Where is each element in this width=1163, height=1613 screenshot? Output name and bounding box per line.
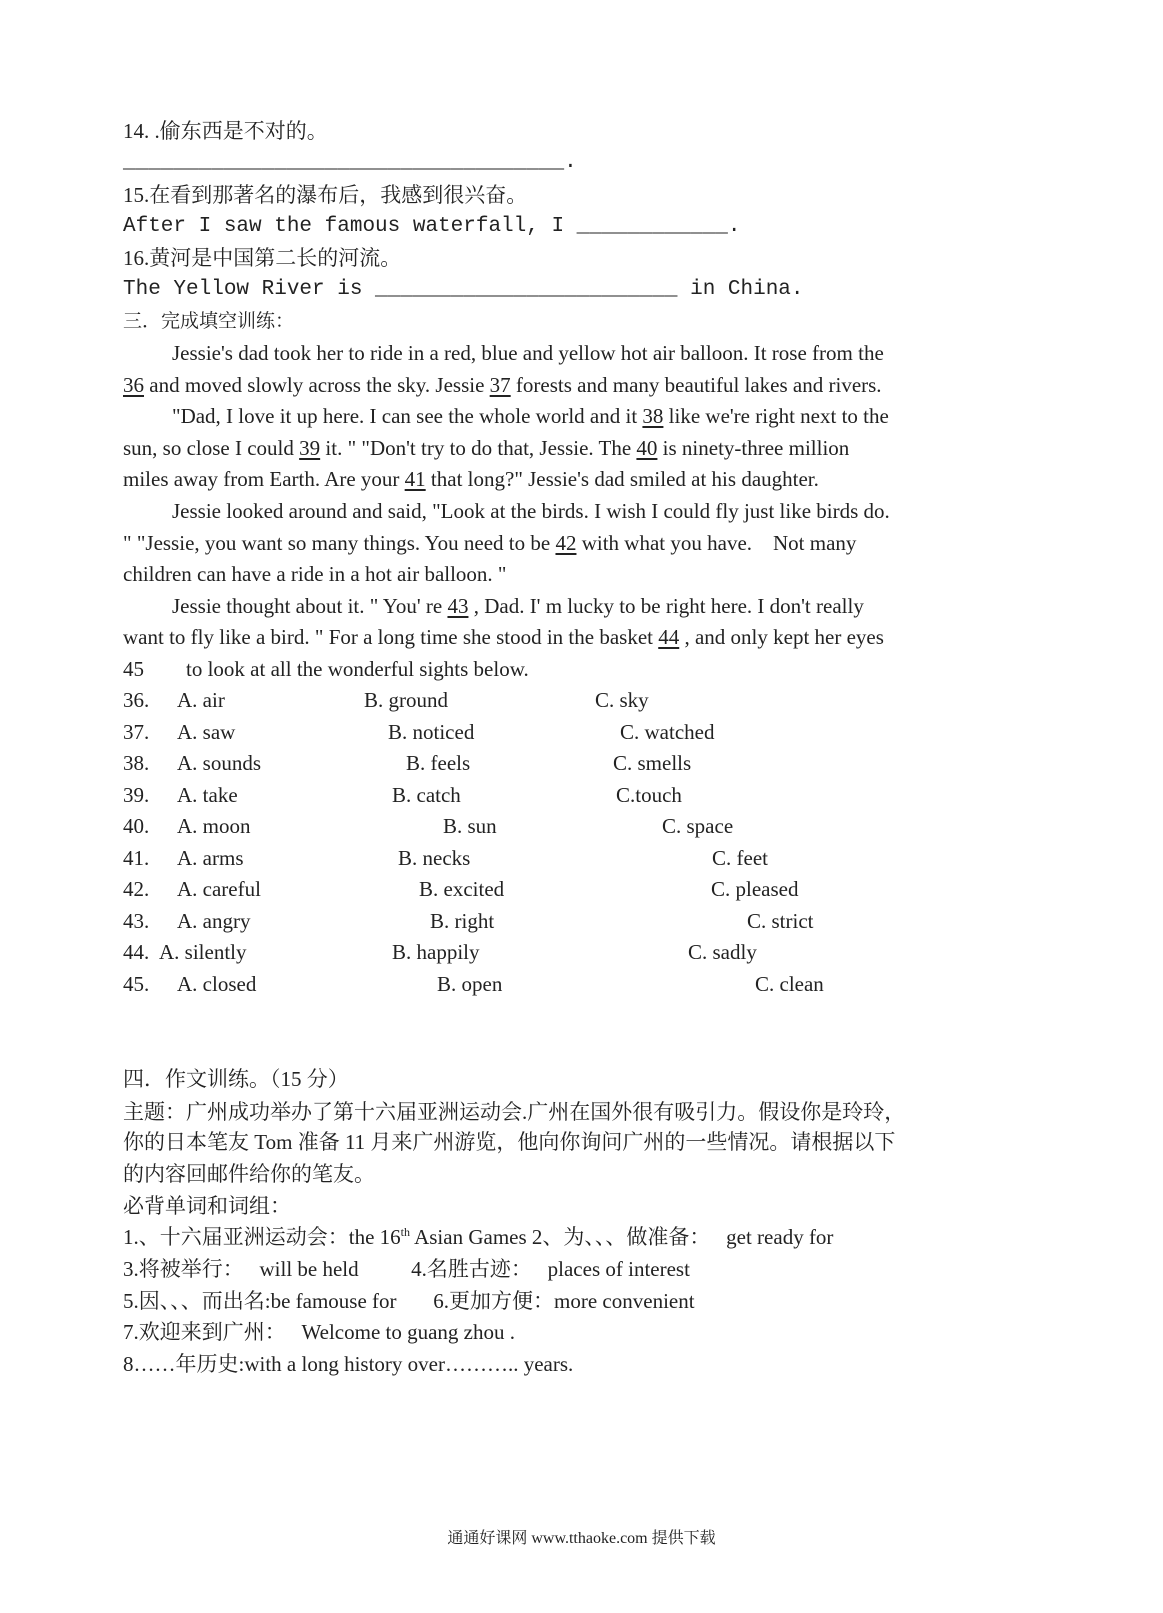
cloze-text: forests and many beautiful lakes and rivers.: [510, 373, 882, 397]
cloze-text: miles away from Earth. Are your: [123, 467, 405, 491]
option-row: [123, 874, 799, 904]
option-a: A. arms: [177, 846, 244, 870]
option-c: C. sky: [595, 688, 649, 712]
option-c: C. pleased: [711, 877, 799, 901]
cloze-paragraph-line: [123, 433, 849, 463]
option-c: C. watched: [620, 720, 715, 744]
vocab-line: 7.欢迎来到广州： Welcome to guang zhou .: [123, 1320, 515, 1344]
option-c: C. strict: [747, 909, 814, 933]
option-b: B. noticed: [388, 720, 475, 744]
cloze-text: and moved slowly across the sky. Jessie: [144, 373, 490, 397]
vocab-heading: 必背单词和词组：: [123, 1194, 291, 1218]
vocab-line: [123, 1222, 833, 1252]
option-a: A. sounds: [177, 751, 262, 775]
q14-chinese: 14. .偷东西是不对的。: [123, 119, 328, 143]
option-b: B. catch: [392, 783, 461, 807]
blank-41: 41: [404, 467, 426, 491]
option-a: A. take: [177, 783, 238, 807]
q14-answer-blank: ___________________________________.: [123, 151, 577, 174]
cloze-text: "Dad, I love it up here. I can see the whole world and it: [172, 404, 643, 428]
option-number: 38.: [123, 751, 150, 775]
option-row: [123, 685, 649, 715]
option-c: C. clean: [755, 972, 824, 996]
option-a: A. moon: [177, 814, 251, 838]
cloze-paragraph-line: 45 to look at all the wonderful sights below.: [123, 657, 529, 681]
cloze-text: " "Jessie, you want so many things. You need to be: [123, 531, 556, 555]
q15-chinese: 15.在看到那著名的瀑布后，我感到很兴奋。: [123, 183, 528, 207]
option-row: [123, 748, 692, 778]
cloze-text: sun, so close I could: [123, 436, 300, 460]
writing-topic-line: 的内容回邮件给你的笔友。: [123, 1162, 375, 1186]
option-row: [123, 843, 768, 873]
blank-37: 37: [489, 373, 511, 397]
cloze-text: with what you have. Not many: [576, 531, 857, 555]
option-c: C. space: [662, 814, 734, 838]
vocab-line: 3.将被举行： will be held 4.名胜古迹： places of interest: [123, 1257, 690, 1281]
option-number: 41.: [123, 846, 150, 870]
writing-topic-line: 主题：广州成功举办了第十六届亚洲运动会.广州在国外很有吸引力。假设你是玲玲，: [123, 1100, 906, 1124]
cloze-paragraph-line: [123, 622, 884, 652]
option-a: A. closed: [177, 972, 257, 996]
blank-40: 40: [636, 436, 658, 460]
blank-38: 38: [642, 404, 664, 428]
cloze-text: that long?" Jessie's dad smiled at his daughter.: [425, 467, 819, 491]
option-number: 40.: [123, 814, 150, 838]
cloze-paragraph-line: [123, 528, 856, 558]
cloze-heading: 三．完成填空训练：: [123, 311, 295, 332]
option-row: [123, 780, 682, 810]
writing-heading: 四．作文训练。（15 分）: [123, 1067, 349, 1091]
option-number: 44.: [123, 940, 150, 964]
option-b: B. happily: [392, 940, 480, 964]
option-row: [123, 811, 734, 841]
cloze-paragraph-line: Jessie's dad took her to ride in a red, blue and yellow hot air balloon. It rose from the: [172, 341, 884, 365]
footer-credit: 通通好课网 www.tthaoke.com 提供下载: [447, 1530, 716, 1547]
blank-43: 43: [447, 594, 469, 618]
option-b: B. feels: [406, 751, 471, 775]
option-number: 45.: [123, 972, 150, 996]
q16-chinese: 16.黄河是中国第二长的河流。: [123, 246, 402, 270]
option-row: [123, 717, 715, 747]
vocab-line: 5.因、、、而出名:be famouse for 6.更加方便：more convenient: [123, 1289, 695, 1313]
q15-english: After I saw the famous waterfall, I ____________.: [123, 215, 741, 238]
cloze-paragraph-line: children can have a ride in a hot air balloon. ": [123, 562, 507, 586]
cloze-text: is ninety-three million: [657, 436, 850, 460]
vocab-text: 1.、十六届亚洲运动会：the 16: [123, 1225, 401, 1249]
option-c: C. feet: [712, 846, 768, 870]
option-b: B. open: [437, 972, 503, 996]
option-c: C. sadly: [688, 940, 757, 964]
option-c: C.touch: [616, 783, 682, 807]
option-a: A. silently: [159, 940, 247, 964]
option-b: B. excited: [419, 877, 505, 901]
q16-english: The Yellow River is ________________________ in China.: [123, 278, 804, 301]
cloze-text: Jessie thought about it. " You' re: [172, 594, 448, 618]
cloze-text: it. " "Don't try to do that, Jessie. The: [320, 436, 637, 460]
option-row: [123, 969, 824, 999]
cloze-paragraph-line: [123, 370, 882, 400]
vocab-superscript: th: [400, 1225, 410, 1239]
option-c: C. smells: [613, 751, 692, 775]
option-b: B. necks: [398, 846, 471, 870]
option-number: 39.: [123, 783, 150, 807]
option-a: A. saw: [177, 720, 236, 744]
blank-42: 42: [555, 531, 577, 555]
option-b: B. ground: [364, 688, 448, 712]
cloze-paragraph-line: [172, 591, 864, 621]
option-b: B. right: [430, 909, 495, 933]
cloze-text: want to fly like a bird. " For a long time she stood in the basket: [123, 625, 659, 649]
option-a: A. air: [177, 688, 225, 712]
blank-39: 39: [299, 436, 321, 460]
option-number: 43.: [123, 909, 150, 933]
cloze-paragraph-line: [172, 401, 889, 431]
option-row: [123, 906, 814, 936]
vocab-text: Asian Games 2、为、、、做准备： get ready for: [410, 1225, 834, 1249]
vocab-line: 8……年历史:with a long history over……….. years.: [123, 1352, 574, 1376]
option-b: B. sun: [443, 814, 497, 838]
cloze-text: , and only kept her eyes: [679, 625, 884, 649]
cloze-paragraph-line: Jessie looked around and said, "Look at the birds. I wish I could fly just like birds do.: [172, 499, 890, 523]
option-number: 37.: [123, 720, 150, 744]
cloze-paragraph-line: [123, 464, 819, 494]
blank-44: 44: [658, 625, 680, 649]
writing-topic-line: 你的日本笔友 Tom 准备 11 月来广州游览，他向你询问广州的一些情况。请根据以下: [123, 1130, 896, 1154]
cloze-text: like we're right next to the: [663, 404, 889, 428]
option-number: 42.: [123, 877, 150, 901]
option-a: A. angry: [177, 909, 251, 933]
option-number: 36.: [123, 688, 150, 712]
option-row: [123, 937, 757, 967]
cloze-text: , Dad. I' m lucky to be right here. I don't really: [468, 594, 864, 618]
blank-36: 36: [123, 373, 144, 397]
option-a: A. careful: [177, 877, 261, 901]
